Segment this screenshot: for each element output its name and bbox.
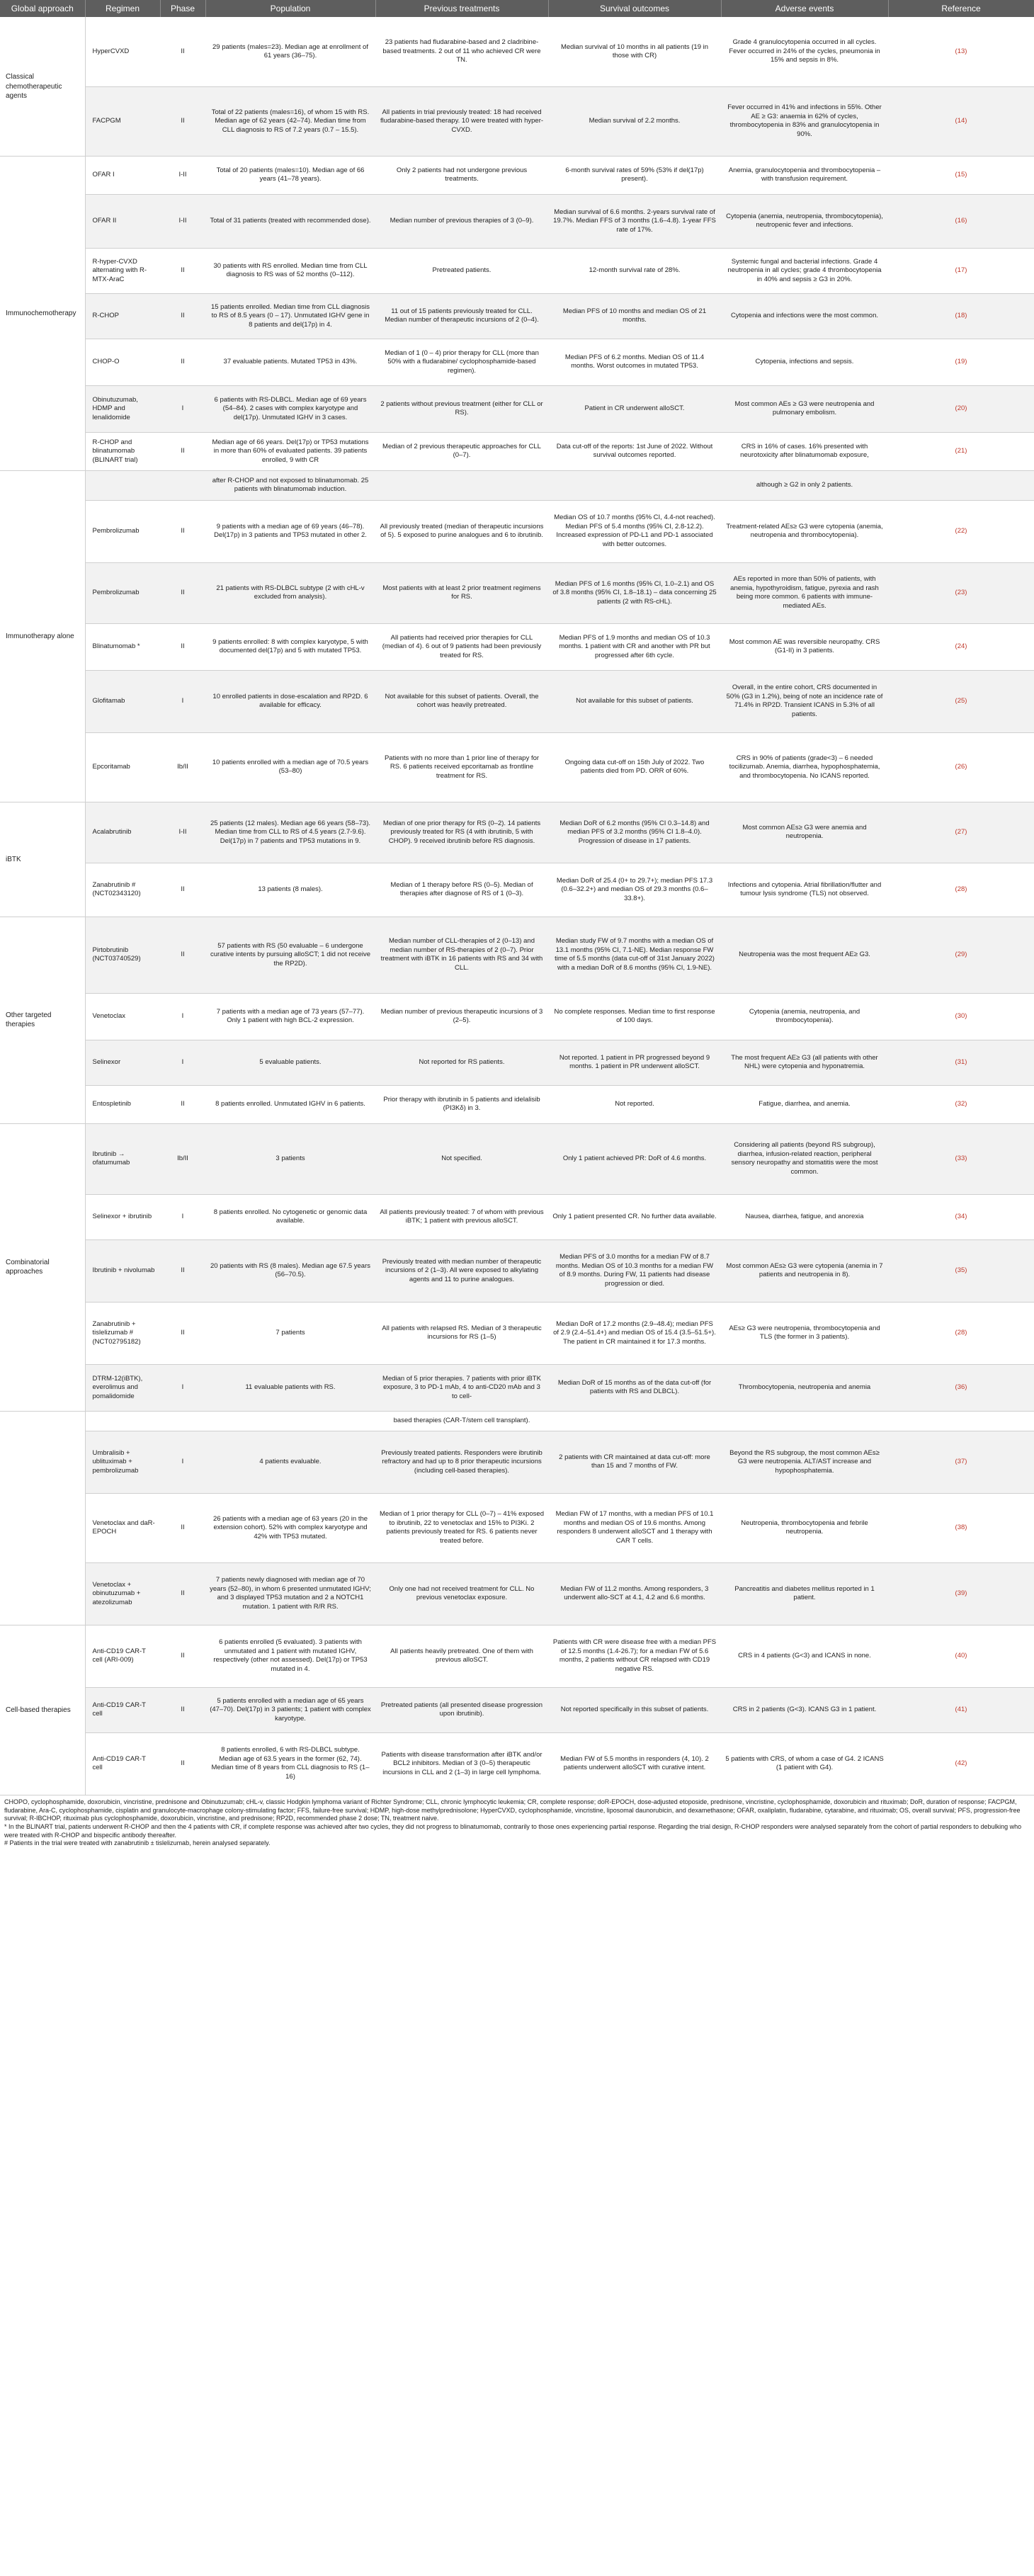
reference-cell[interactable]: (33) xyxy=(888,1123,1034,1194)
regimen-cell: CHOP-O xyxy=(85,339,160,385)
table-row xyxy=(0,1625,1034,1687)
adverse-events-cell: Grade 4 granulocytopenia occurred in all cycles. Fever occurred in 24% of the cycles, pneumonia in 15% and sepsis in 8%. xyxy=(721,17,888,86)
previous-treatments-cell: 11 out of 15 patients previously treated for CLL. Median number of therapeutic incursions of 2 (0–4). xyxy=(375,293,548,339)
survival-outcomes-cell: Only 1 patient presented CR. No further data available. xyxy=(548,1194,721,1239)
population-cell: 10 enrolled patients in dose-escalation and RP2D. 6 available for efficacy. xyxy=(205,670,375,732)
table-row xyxy=(0,802,1034,863)
previous-treatments-cell: Median of 5 prior therapies. 7 patients with prior iBTK exposure, 3 to PD-1 mAb, 4 to anti-CD20 mAb and 3 to cell- xyxy=(375,1364,548,1411)
adverse-events-cell: Considering all patients (beyond RS subgroup), diarrhea, infusion-related reaction, peripheral sensory neuropathy and stomatitis were the most common. xyxy=(721,1123,888,1194)
adverse-events-cell: Neutropenia, thrombocytopenia and febrile neutropenia. xyxy=(721,1493,888,1562)
adverse-events-cell xyxy=(721,1411,888,1431)
table-body xyxy=(0,17,1034,1795)
population-cell: 8 patients enrolled. Unmutated IGHV in 6 patients. xyxy=(205,1085,375,1123)
footnote-text: CHOPO, cyclophosphamide, doxorubicin, vincristine, prednisone and Obinutuzumab; cHL-v, classic Hodgkin lymphoma variant of Richter Syndrome; CLL, chronic lymphocytic leukemia; CR, complete response; doR-EPOCH, dose-adjusted etoposide, prednisone, vincristine, cyclophosphamide, doxorubicin and rituximab; DoR, duration of response; FACPGM, fludarabine, Ara-C, cyclophosphamide, cisplatin and granulocyte-macrophage colony-stimulating factor; FFS, failure-free survival; HDMP, high-dose methylprednisolone; HyperCVXD, cyclophosphamide, vincristine, liposomal daunorubicin, and dexamethasone; OFAR, oxaliplatin, fludarabine, cytarabine, and rituximab; OS, overall survival; PFS, progression-free survival; R-IBCHOP, rituximab plus cyclophosphamide, doxorubicin, vincristine, and prednisone; RP2D, recommended phase 2 dose; TN, treatment naive. xyxy=(4,1798,1021,1822)
regimen-cell: Umbralisib + ublituximab + pembrolizumab xyxy=(85,1431,160,1493)
reference-cell[interactable]: (26) xyxy=(888,732,1034,802)
regimen-cell: Glofitamab xyxy=(85,670,160,732)
adverse-events-cell: Fatigue, diarrhea, and anemia. xyxy=(721,1085,888,1123)
global-approach-cell: Cell-based therapies xyxy=(0,1625,85,1795)
phase-cell: II xyxy=(160,623,205,670)
reference-cell[interactable]: (41) xyxy=(888,1687,1034,1732)
table-row xyxy=(0,432,1034,470)
regimen-cell: Anti-CD19 CAR-T cell (ARI-009) xyxy=(85,1625,160,1687)
table-row xyxy=(0,17,1034,86)
survival-outcomes-cell: Ongoing data cut-off on 15th July of 2022. Two patients died from PD. ORR of 60%. xyxy=(548,732,721,802)
survival-outcomes-cell: Median survival of 10 months in all patients (19 in those with CR) xyxy=(548,17,721,86)
table-row xyxy=(0,1562,1034,1625)
population-cell xyxy=(205,1411,375,1431)
survival-outcomes-cell: Patients with CR were disease free with a median PFS of 12.5 months (1.4-26.7); for a median FW of 5.6 months, 2 patients without CR relapsed with CD19 negative RS. xyxy=(548,1625,721,1687)
previous-treatments-cell: Not available for this subset of patients. Overall, the cohort was heavily pretreated. xyxy=(375,670,548,732)
adverse-events-cell: Cytopenia (anemia, neutropenia, thrombocytopenia), neutropenic fever and infections. xyxy=(721,194,888,248)
adverse-events-cell: Treatment-related AEs≥ G3 were cytopenia (anemia, neutropenia and thrombocytopenia). xyxy=(721,500,888,562)
phase-cell: II xyxy=(160,248,205,293)
previous-treatments-cell: Only one had not received treatment for CLL. No previous venetoclax exposure. xyxy=(375,1562,548,1625)
adverse-events-cell: Most common AEs≥ G3 were anemia and neutropenia. xyxy=(721,802,888,863)
adverse-events-cell: Most common AE was reversible neuropathy. CRS (G1-II) in 3 patients. xyxy=(721,623,888,670)
survival-outcomes-cell: Not available for this subset of patients. xyxy=(548,670,721,732)
reference-cell[interactable]: (19) xyxy=(888,339,1034,385)
phase-cell: II xyxy=(160,1562,205,1625)
previous-treatments-cell: All patients with relapsed RS. Median of 3 therapeutic incursions for RS (1–5) xyxy=(375,1302,548,1364)
column-header: Phase xyxy=(160,0,205,17)
table-row xyxy=(0,470,1034,500)
table-row xyxy=(0,1123,1034,1194)
phase-cell xyxy=(160,470,205,500)
survival-outcomes-cell: Data cut-off of the reports: 1st June of 2022. Without survival outcomes reported. xyxy=(548,432,721,470)
survival-outcomes-cell: Median DoR of 25.4 (0+ to 29.7+); median PFS 17.3 (0.6–32.2+) and median OS of 29.3 months (0.6–33.8+). xyxy=(548,863,721,917)
table-row xyxy=(0,194,1034,248)
reference-cell[interactable]: (39) xyxy=(888,1562,1034,1625)
population-cell: 13 patients (8 males). xyxy=(205,863,375,917)
population-cell: 5 evaluable patients. xyxy=(205,1040,375,1085)
table-row xyxy=(0,339,1034,385)
reference-cell[interactable]: (24) xyxy=(888,623,1034,670)
phase-cell: II xyxy=(160,293,205,339)
regimen-cell: Zanabrutinib + tislelizumab # (NCT02795182) xyxy=(85,1302,160,1364)
phase-cell: I xyxy=(160,1194,205,1239)
phase-cell: II xyxy=(160,1302,205,1364)
population-cell: 26 patients with a median age of 63 years (20 in the extension cohort). 52% with complex karyotype and 42% with TP53 mutated. xyxy=(205,1493,375,1562)
previous-treatments-cell: Patients with no more than 1 prior line of therapy for RS. 6 patients received epcoritamab as frontline treatment for RS. xyxy=(375,732,548,802)
global-approach-cell: iBTK xyxy=(0,802,85,917)
previous-treatments-cell: All patients heavily pretreated. One of them with previous alloSCT. xyxy=(375,1625,548,1687)
table-row xyxy=(0,293,1034,339)
reference-cell[interactable]: (13) xyxy=(888,17,1034,86)
table-row xyxy=(0,670,1034,732)
previous-treatments-cell: Median of 1 prior therapy for CLL (0–7) – 41% exposed to ibrutinib, 22 to venetoclax and 15% to PI3Ki. 2 patients previously treated for RS. 6 patients never treated before. xyxy=(375,1493,548,1562)
previous-treatments-cell: Median number of previous therapeutic incursions of 3 (2–5). xyxy=(375,993,548,1040)
population-cell: 8 patients enrolled, 6 with RS-DLBCL subtype. Median age of 63.5 years in the former (62, 74). Median time of 8 years from CLL diagnosis to RS (1–16) xyxy=(205,1732,375,1795)
regimen-cell: Entospletinib xyxy=(85,1085,160,1123)
survival-outcomes-cell: Median OS of 10.7 months (95% CI, 4.4-not reached). Median PFS of 5.4 months (95% CI, 2.8-12.2). Increased expression of PD-L1 and PD-1 associated with better outcomes. xyxy=(548,500,721,562)
adverse-events-cell: Cytopenia and infections were the most common. xyxy=(721,293,888,339)
population-cell: 4 patients evaluable. xyxy=(205,1431,375,1493)
table-row xyxy=(0,917,1034,993)
population-cell: 11 evaluable patients with RS. xyxy=(205,1364,375,1411)
regimen-cell: Pembrolizumab xyxy=(85,500,160,562)
reference-cell[interactable]: (25) xyxy=(888,670,1034,732)
survival-outcomes-cell: Median DoR of 6.2 months (95% CI 0.3–14.8) and median PFS of 3.2 months (95% CI 1.8–4.0). Progression of disease in 17 patients. xyxy=(548,802,721,863)
regimen-cell: Epcoritamab xyxy=(85,732,160,802)
adverse-events-cell: Pancreatitis and diabetes mellitus reported in 1 patient. xyxy=(721,1562,888,1625)
regimen-cell: OFAR II xyxy=(85,194,160,248)
phase-cell: I-II xyxy=(160,802,205,863)
column-header: Regimen xyxy=(85,0,160,17)
previous-treatments-cell: Not specified. xyxy=(375,1123,548,1194)
population-cell: 7 patients with a median age of 73 years (57–77). Only 1 patient with high BCL-2 expression. xyxy=(205,993,375,1040)
regimen-cell: R-hyper-CVXD alternating with R-MTX-AraC xyxy=(85,248,160,293)
adverse-events-cell: Anemia, granulocytopenia and thrombocytopenia – with transfusion requirement. xyxy=(721,156,888,194)
population-cell: 7 patients newly diagnosed with median age of 70 years (52–80), in whom 6 presented unmutated IGHV; and 3 displayed TP53 mutation and 2 a NOTCH1 mutation. 1 patient with R/R RS. xyxy=(205,1562,375,1625)
phase-cell: II xyxy=(160,86,205,156)
survival-outcomes-cell: Median FW of 11.2 months. Among responders, 3 underwent allo-SCT at 4.1, 4.2 and 6.6 months. xyxy=(548,1562,721,1625)
previous-treatments-cell: Previously treated patients. Responders were ibrutinib refractory and had up to 8 prior therapeutic incursions (including cell-based therapies). xyxy=(375,1431,548,1493)
global-approach-cell: Immunochemotherapy xyxy=(0,156,85,470)
table-row xyxy=(0,86,1034,156)
survival-outcomes-cell: Median PFS of 6.2 months. Median OS of 11.4 months. Worst outcomes in mutated TP53. xyxy=(548,339,721,385)
regimen-cell: Ibrutinib + nivolumab xyxy=(85,1239,160,1302)
reference-cell[interactable]: (32) xyxy=(888,1085,1034,1123)
global-approach-cell: Combinatorial approaches xyxy=(0,1123,85,1411)
survival-outcomes-cell: Median study FW of 9.7 months with a median OS of 13.1 months (95% CI, 7.1-NE). Median response FW time of 5.5 months (data cut-off of 31st January 2022) with a median DoR of 8.6 months (95% CI, 1.9-NE). xyxy=(548,917,721,993)
population-cell: Total of 22 patients (males=16), of whom 15 with RS. Median age of 62 years (42–74). Median time from CLL diagnosis to RS of 7.2 years (0.7 – 15.5). xyxy=(205,86,375,156)
reference-cell[interactable] xyxy=(888,1411,1034,1431)
phase-cell: II xyxy=(160,339,205,385)
adverse-events-cell: CRS in 90% of patients (grade<3) – 6 needed tocilizumab. Anemia, diarrhea, hypophosphatemia, and thrombocytopenia. No ICANS reported. xyxy=(721,732,888,802)
previous-treatments-cell: Median of 1 (0 – 4) prior therapy for CLL (more than 50% with a fludarabine/ cyclophosphamide-based regimen). xyxy=(375,339,548,385)
population-cell: 21 patients with RS-DLBCL subtype (2 with cHL-v excluded from analysis). xyxy=(205,562,375,623)
adverse-events-cell: Thrombocytopenia, neutropenia and anemia xyxy=(721,1364,888,1411)
regimen-cell: Blinatumomab * xyxy=(85,623,160,670)
regimen-cell: R-CHOP and blinatumomab (BLINART trial) xyxy=(85,432,160,470)
global-approach-cell: Immunotherapy alone xyxy=(0,470,85,802)
reference-cell[interactable]: (30) xyxy=(888,993,1034,1040)
previous-treatments-cell: 2 patients without previous treatment (either for CLL or RS). xyxy=(375,385,548,432)
adverse-events-cell: Systemic fungal and bacterial infections. Grade 4 neutropenia in all cycles; grade 4 thrombocytopenia in 40% and sepsis ≥ G3 in 20%. xyxy=(721,248,888,293)
adverse-events-cell: Nausea, diarrhea, fatigue, and anorexia xyxy=(721,1194,888,1239)
global-approach-cell: Other targeted therapies xyxy=(0,917,85,1123)
survival-outcomes-cell: 2 patients with CR maintained at data cut-off: more than 15 and 7 months of FW. xyxy=(548,1431,721,1493)
header-row xyxy=(0,0,1034,17)
survival-outcomes-cell: 6-month survival rates of 59% (53% if del(17p) present). xyxy=(548,156,721,194)
footnote-text: # Patients in the trial were treated with zanabrutinib ± tislelizumab, herein analysed separately. xyxy=(4,1839,271,1847)
regimen-cell: Zanabrutinib # (NCT02343120) xyxy=(85,863,160,917)
adverse-events-cell: 5 patients with CRS, of whom a case of G4. 2 ICANS (1 patient with G4). xyxy=(721,1732,888,1795)
phase-cell: I xyxy=(160,1364,205,1411)
population-cell: 6 patients enrolled (5 evaluated). 3 patients with unmutated and 1 patient with mutated IGHV, respectively (other not assessed). Del(17p) or TP53 mutated in 4. xyxy=(205,1625,375,1687)
reference-cell[interactable]: (27) xyxy=(888,802,1034,863)
adverse-events-cell: although ≥ G2 in only 2 patients. xyxy=(721,470,888,500)
regimen-cell xyxy=(85,470,160,500)
column-header: Previous treatments xyxy=(375,0,548,17)
phase-cell: I-II xyxy=(160,156,205,194)
survival-outcomes-cell: Median DoR of 17.2 months (2.9–48.4); median PFS of 2.9 (2.4–51.4+) and median OS of 15.4 (3.5–51.5+). The patient in CR maintained it for 17.3 months. xyxy=(548,1302,721,1364)
table-row xyxy=(0,1431,1034,1493)
reference-cell[interactable]: (36) xyxy=(888,1364,1034,1411)
footnote-text: * In the BLINART trial, patients underwent R-CHOP and then the 4 patients with CR, if complete response was achieved after two cycles, they did not progress to blinatumomab, contrarily to those ones experiencing partial response. Regarding the trial design, R-CHOP responders were analysed separately from the cohort of partial responders to debulking who were treated with R-CHOP and bispecific antibody thereafter. xyxy=(4,1822,1022,1839)
survival-outcomes-cell: Median survival of 2.2 months. xyxy=(548,86,721,156)
survival-outcomes-cell: Not reported specifically in this subset of patients. xyxy=(548,1687,721,1732)
regimen-cell: Venetoclax and daR-EPOCH xyxy=(85,1493,160,1562)
previous-treatments-cell: Pretreated patients (all presented disease progression upon ibrutinib). xyxy=(375,1687,548,1732)
phase-cell: II xyxy=(160,17,205,86)
previous-treatments-cell: based therapies (CAR-T/stem cell transplant). xyxy=(375,1411,548,1431)
survival-outcomes-cell xyxy=(548,470,721,500)
phase-cell: II xyxy=(160,1239,205,1302)
population-cell: 20 patients with RS (8 males). Median age 67.5 years (56–70.5). xyxy=(205,1239,375,1302)
reference-cell[interactable]: (22) xyxy=(888,500,1034,562)
survival-outcomes-cell: Not reported. xyxy=(548,1085,721,1123)
adverse-events-cell: CRS in 2 patients (G<3). ICANS G3 in 1 patient. xyxy=(721,1687,888,1732)
adverse-events-cell: Cytopenia, infections and sepsis. xyxy=(721,339,888,385)
adverse-events-cell: CRS in 4 patients (G<3) and ICANS in none. xyxy=(721,1625,888,1687)
survival-outcomes-cell: Median PFS of 10 months and median OS of 21 months. xyxy=(548,293,721,339)
regimen-cell: R-CHOP xyxy=(85,293,160,339)
phase-cell: II xyxy=(160,1732,205,1795)
regimen-cell: Venetoclax xyxy=(85,993,160,1040)
phase-cell: I xyxy=(160,1040,205,1085)
table-row xyxy=(0,1239,1034,1302)
phase-cell: II xyxy=(160,1687,205,1732)
table-row xyxy=(0,863,1034,917)
population-cell: 15 patients enrolled. Median time from CLL diagnosis to RS of 8.5 years (0 – 17). Unmutated IGHV gene in 8 patients and del(17p) in 4. xyxy=(205,293,375,339)
phase-cell: II xyxy=(160,432,205,470)
phase-cell: II xyxy=(160,500,205,562)
adverse-events-cell: AEs reported in more than 50% of patients, with anemia, hypothyroidism, fatigue, pyrexia and rash being more common. 6 patients with immune-mediated AEs. xyxy=(721,562,888,623)
survival-outcomes-cell: Median FW of 5.5 months in responders (4, 10). 2 patients underwent alloSCT with curative intent. xyxy=(548,1732,721,1795)
phase-cell: Ib/II xyxy=(160,1123,205,1194)
regimen-cell: Selinexor xyxy=(85,1040,160,1085)
reference-cell[interactable]: (21) xyxy=(888,432,1034,470)
survival-outcomes-cell: Only 1 patient achieved PR: DoR of 4.6 months. xyxy=(548,1123,721,1194)
adverse-events-cell: CRS in 16% of cases. 16% presented with neurotoxicity after blinatumomab exposure, xyxy=(721,432,888,470)
previous-treatments-cell: Pretreated patients. xyxy=(375,248,548,293)
population-cell: 6 patients with RS-DLBCL. Median age of 69 years (54–84). 2 cases with complex karyotype and del(17p). Unmutated IGHV in 3 cases. xyxy=(205,385,375,432)
survival-outcomes-cell xyxy=(548,1411,721,1431)
phase-cell xyxy=(160,1411,205,1431)
population-cell: 25 patients (12 males). Median age 66 years (58–73). Median time from CLL to RS of 4.5 years (2.7-9.6). Del(17p) in 7 patients and TP53 mutations in 9. xyxy=(205,802,375,863)
regimen-cell: DTRM-12(iBTK), everolimus and pomalidomide xyxy=(85,1364,160,1411)
phase-cell: I xyxy=(160,1431,205,1493)
reference-cell[interactable]: (18) xyxy=(888,293,1034,339)
phase-cell: II xyxy=(160,863,205,917)
survival-outcomes-cell: Median survival of 6.6 months. 2-years survival rate of 19.7%. Median FFS of 3 months (1.6–4.8). 1-year FFS rate of 17%. xyxy=(548,194,721,248)
reference-cell[interactable]: (23) xyxy=(888,562,1034,623)
reference-cell[interactable]: (28) xyxy=(888,863,1034,917)
survival-outcomes-cell: Median PFS of 1.9 months and median OS of 10.3 months. 1 patient with CR and another with PR but progressed after 6th cycle. xyxy=(548,623,721,670)
reference-cell[interactable]: (17) xyxy=(888,248,1034,293)
phase-cell: II xyxy=(160,1085,205,1123)
reference-cell[interactable]: (14) xyxy=(888,86,1034,156)
previous-treatments-cell: Median of 1 therapy before RS (0–5). Median of therapies after diagnose of RS of 1 (0–3). xyxy=(375,863,548,917)
adverse-events-cell: Cytopenia (anemia, neutropenia, and thrombocytopenia). xyxy=(721,993,888,1040)
survival-outcomes-cell: No complete responses. Median time to first response of 100 days. xyxy=(548,993,721,1040)
reference-cell[interactable]: (42) xyxy=(888,1732,1034,1795)
previous-treatments-cell xyxy=(375,470,548,500)
survival-outcomes-cell: Patient in CR underwent alloSCT. xyxy=(548,385,721,432)
survival-outcomes-cell: 12-month survival rate of 28%. xyxy=(548,248,721,293)
previous-treatments-cell: Not reported for RS patients. xyxy=(375,1040,548,1085)
table-row xyxy=(0,1194,1034,1239)
previous-treatments-cell: Median of 2 previous therapeutic approaches for CLL (0–7). xyxy=(375,432,548,470)
column-header: Global approach xyxy=(0,0,85,17)
population-cell: 9 patients with a median age of 69 years (46–78). Del(17p) in 3 patients and TP53 mutated in other 2. xyxy=(205,500,375,562)
adverse-events-cell: Neutropenia was the most frequent AE≥ G3. xyxy=(721,917,888,993)
regimen-cell: OFAR I xyxy=(85,156,160,194)
previous-treatments-cell: Patients with disease transformation after iBTK and/or BCL2 inhibitors. Median of 3 (0–5) therapeutic incursions in CLL and 2 (1–3) in large cell lymphoma. xyxy=(375,1732,548,1795)
previous-treatments-cell: All patients in trial previously treated: 18 had received fludarabine-based therapy. 10 were treated with hyper-CVXD. xyxy=(375,86,548,156)
table-row xyxy=(0,500,1034,562)
regimen-cell: Anti-CD19 CAR-T cell xyxy=(85,1687,160,1732)
previous-treatments-cell: All patients previously treated: 7 of whom with previous iBTK; 1 patient with previous alloSCT. xyxy=(375,1194,548,1239)
phase-cell: II xyxy=(160,562,205,623)
table-row xyxy=(0,1085,1034,1123)
column-header: Population xyxy=(205,0,375,17)
previous-treatments-cell: Median number of previous therapies of 3 (0–9). xyxy=(375,194,548,248)
adverse-events-cell: Infections and cytopenia. Atrial fibrillation/flutter and tumour lysis syndrome (TLS) not observed. xyxy=(721,863,888,917)
phase-cell: II xyxy=(160,1625,205,1687)
table-row xyxy=(0,732,1034,802)
regimen-cell: FACPGM xyxy=(85,86,160,156)
population-cell: 57 patients with RS (50 evaluable – 6 undergone curative intents by pursuing alloSCT; 1 did not receive the RP2D). xyxy=(205,917,375,993)
global-approach-cell xyxy=(0,1411,85,1625)
adverse-events-cell: Overall, in the entire cohort, CRS documented in 50% (G3 in 1.2%), being of note an incidence rate of 71.4% in RP2D. Transient ICANS in 5.3% of all patients. xyxy=(721,670,888,732)
regimen-cell: Selinexor + ibrutinib xyxy=(85,1194,160,1239)
adverse-events-cell: Beyond the RS subgroup, the most common AEs≥ G3 were neutropenia. ALT/AST increase and hypophosphatemia. xyxy=(721,1431,888,1493)
regimen-cell: Anti-CD19 CAR-T cell xyxy=(85,1732,160,1795)
reference-cell[interactable]: (38) xyxy=(888,1493,1034,1562)
regimen-cell: Pembrolizumab xyxy=(85,562,160,623)
reference-cell[interactable]: (35) xyxy=(888,1239,1034,1302)
previous-treatments-cell: Most patients with at least 2 prior treatment regimens for RS. xyxy=(375,562,548,623)
table-row xyxy=(0,156,1034,194)
previous-treatments-cell: Median number of CLL-therapies of 2 (0–13) and median number of RS-therapies of 2 (0–7). Prior treatment with iBTK in 16 patients with RS and 34 with CLL. xyxy=(375,917,548,993)
table-row xyxy=(0,1364,1034,1411)
population-cell: 7 patients xyxy=(205,1302,375,1364)
previous-treatments-cell: All previously treated (median of therapeutic incursions of 5). 5 exposed to purine analogues and 6 to ibrutinib. xyxy=(375,500,548,562)
previous-treatments-cell: Prior therapy with ibrutinib in 5 patients and idelalisib (PI3Kδ) in 3. xyxy=(375,1085,548,1123)
phase-cell: I xyxy=(160,385,205,432)
population-cell: Median age of 66 years. Del(17p) or TP53 mutations in more than 60% of evaluated patients. 39 patients enrolled, 9 with CR xyxy=(205,432,375,470)
population-cell: 9 patients enrolled: 8 with complex karyotype, 5 with documented del(17p) and 5 with mutated TP53. xyxy=(205,623,375,670)
reference-cell[interactable]: (20) xyxy=(888,385,1034,432)
table-row xyxy=(0,1302,1034,1364)
reference-cell[interactable]: (16) xyxy=(888,194,1034,248)
table-row xyxy=(0,1493,1034,1562)
regimen-cell: Obinutuzumab, HDMP and lenalidomide xyxy=(85,385,160,432)
regimen-cell xyxy=(85,1411,160,1431)
survival-outcomes-cell: Median FW of 17 months, with a median PFS of 10.1 months and median OS of 19.6 months. Among responders 8 underwent alloSCT and 1 therapy with CAR T cells. xyxy=(548,1493,721,1562)
survival-outcomes-cell: Median PFS of 1.6 months (95% CI, 1.0–2.1) and OS of 3.8 months (95% CI, 1.8–18.1) – data concerning 25 patients (2 with RS-cHL). xyxy=(548,562,721,623)
column-header: Survival outcomes xyxy=(548,0,721,17)
population-cell: after R-CHOP and not exposed to blinatumomab. 25 patients with blinatumomab induction. xyxy=(205,470,375,500)
table-row xyxy=(0,1687,1034,1732)
phase-cell: II xyxy=(160,917,205,993)
adverse-events-cell: Most common AEs≥ G3 were cytopenia (anemia in 7 patients and neutropenia in 8). xyxy=(721,1239,888,1302)
table-row xyxy=(0,385,1034,432)
reference-cell[interactable] xyxy=(888,470,1034,500)
reference-cell[interactable]: (15) xyxy=(888,156,1034,194)
population-cell: 30 patients with RS enrolled. Median time from CLL diagnosis to RS was of 52 months (0–112). xyxy=(205,248,375,293)
population-cell: 37 evaluable patients. Mutated TP53 in 43%. xyxy=(205,339,375,385)
reference-cell[interactable]: (34) xyxy=(888,1194,1034,1239)
regimen-cell: Ibrutinib → ofatumumab xyxy=(85,1123,160,1194)
population-cell: Total of 20 patients (males=10). Median age of 66 years (41–78 years). xyxy=(205,156,375,194)
adverse-events-cell: Most common AEs ≥ G3 were neutropenia and pulmonary embolism. xyxy=(721,385,888,432)
adverse-events-cell: The most frequent AE≥ G3 (all patients with other NHL) were cytopenia and hyponatremia. xyxy=(721,1040,888,1085)
population-cell: 10 patients enrolled with a median age of 70.5 years (53–80) xyxy=(205,732,375,802)
previous-treatments-cell: Previously treated with median number of therapeutic incursions of 2 (1–3). All were exposed to alkylating agents and 11 to purine analogues. xyxy=(375,1239,548,1302)
table-row xyxy=(0,1040,1034,1085)
survival-outcomes-cell: Not reported. 1 patient in PR progressed beyond 9 months. 1 patient in PR underwent alloSCT. xyxy=(548,1040,721,1085)
previous-treatments-cell: Only 2 patients had not undergone previous treatments. xyxy=(375,156,548,194)
population-cell: 8 patients enrolled. No cytogenetic or genomic data available. xyxy=(205,1194,375,1239)
reference-cell[interactable]: (37) xyxy=(888,1431,1034,1493)
survival-outcomes-cell: Median PFS of 3.0 months for a median FW of 8.7 months. Median OS of 10.3 months for a median FW of 8.9 months. During FW, 11 patients had disease progression or died. xyxy=(548,1239,721,1302)
footnotes xyxy=(0,1795,1034,1852)
global-approach-cell: Classical chemotherapeutic agents xyxy=(0,17,85,156)
column-header: Adverse events xyxy=(721,0,888,17)
previous-treatments-cell: Median of one prior therapy for RS (0–2). 14 patients previously treated for RS (4 with ibrutinib, 5 with CHOP). 9 received ibrutinib before RS diagnosis. xyxy=(375,802,548,863)
phase-cell: I-II xyxy=(160,194,205,248)
table-row xyxy=(0,1411,1034,1431)
reference-cell[interactable]: (28) xyxy=(888,1302,1034,1364)
regimen-cell: Acalabrutinib xyxy=(85,802,160,863)
previous-treatments-cell: 23 patients had fludarabine-based and 2 cladribine-based treatments. 2 out of 11 who achieved CR were TN. xyxy=(375,17,548,86)
population-cell: 5 patients enrolled with a median age of 65 years (47–70). Del(17p) in 3 patients; 1 patient with complex karyotype. xyxy=(205,1687,375,1732)
column-header: Reference xyxy=(888,0,1034,17)
population-cell: Total of 31 patients (treated with recommended dose). xyxy=(205,194,375,248)
regimen-cell: HyperCVXD xyxy=(85,17,160,86)
phase-cell: Ib/II xyxy=(160,732,205,802)
reference-cell[interactable]: (29) xyxy=(888,917,1034,993)
table-row xyxy=(0,993,1034,1040)
reference-cell[interactable]: (40) xyxy=(888,1625,1034,1687)
adverse-events-cell: Fever occurred in 41% and infections in 55%. Other AE ≥ G3: anaemia in 62% of cycles, thrombocytopenia in 83% and granulocytopenia in 90%. xyxy=(721,86,888,156)
table-row xyxy=(0,623,1034,670)
adverse-events-cell: AEs≥ G3 were neutropenia, thrombocytopenia and TLS (the former in 3 patients). xyxy=(721,1302,888,1364)
table-row xyxy=(0,1732,1034,1795)
previous-treatments-cell: All patients had received prior therapies for CLL (median of 4). 6 out of 9 patients had been previously treated for RS. xyxy=(375,623,548,670)
population-cell: 3 patients xyxy=(205,1123,375,1194)
survival-outcomes-cell: Median DoR of 15 months as of the data cut-off (for patients with RS and DLBCL). xyxy=(548,1364,721,1411)
regimen-cell: Venetoclax + obinutuzumab + atezolizumab xyxy=(85,1562,160,1625)
regimen-cell: Pirtobrutinib (NCT03740529) xyxy=(85,917,160,993)
table-row xyxy=(0,248,1034,293)
phase-cell: I xyxy=(160,670,205,732)
phase-cell: II xyxy=(160,1493,205,1562)
phase-cell: I xyxy=(160,993,205,1040)
table-row xyxy=(0,562,1034,623)
reference-cell[interactable]: (31) xyxy=(888,1040,1034,1085)
population-cell: 29 patients (males=23). Median age at enrollment of 61 years (36–75). xyxy=(205,17,375,86)
